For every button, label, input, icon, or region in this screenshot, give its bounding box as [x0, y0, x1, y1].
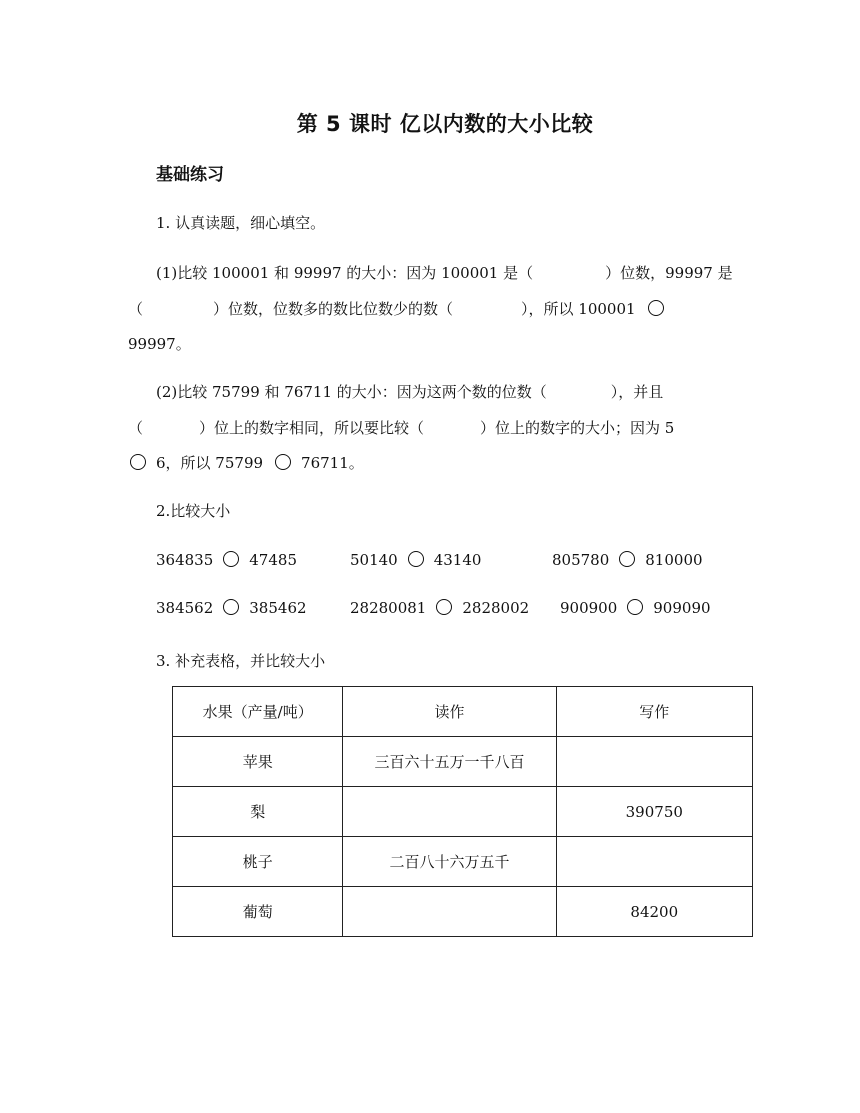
number-right: 385462 [249, 599, 307, 617]
fruit-table [172, 686, 753, 937]
table-cell-read[interactable]: 三百六十五万一千八百 [343, 737, 556, 787]
q1-p1-text-c: ）位数，位数多的数比位数少的数（ [213, 300, 454, 318]
compare-item [560, 599, 711, 617]
number-left: 28280081 [350, 599, 427, 617]
number-left: 364835 [156, 551, 214, 569]
compare-circle[interactable] [408, 551, 424, 567]
compare-item [156, 599, 307, 617]
q1-p1-line2 [128, 298, 670, 319]
number-left: 384562 [156, 599, 214, 617]
table-cell-write[interactable] [556, 737, 752, 787]
number-right: 909090 [653, 599, 711, 617]
q1-p2-text-a: (2)比较 75799 和 76711 的大小：因为这两个数的位数（ [156, 383, 547, 401]
table-cell-fruit: 苹果 [173, 737, 343, 787]
compare-item [350, 599, 529, 617]
q1-p2-text-f: 76711。 [301, 454, 364, 472]
compare-circle[interactable] [627, 599, 643, 615]
paren-open: （ [128, 419, 144, 437]
table-cell-fruit: 桃子 [173, 837, 343, 887]
q1-p2-line2 [128, 417, 674, 438]
table-cell-read[interactable] [343, 787, 556, 837]
q1-heading: 1. 认真读题，细心填空。 [156, 214, 326, 232]
table-header: 水果（产量/吨） [173, 687, 343, 737]
number-right: 810000 [645, 551, 703, 569]
table-header: 读作 [343, 687, 556, 737]
number-left: 50140 [350, 551, 398, 569]
number-right: 2828002 [462, 599, 530, 617]
compare-circle[interactable] [223, 599, 239, 615]
page-title: 第 5 课时 亿以内数的大小比较 [296, 112, 594, 136]
table-row [173, 887, 753, 937]
table-cell-fruit: 梨 [173, 787, 343, 837]
q1-p2-text-b: ），并且 [610, 383, 664, 401]
compare-item [156, 551, 297, 569]
q1-p1-text-d: ），所以 100001 [521, 300, 636, 318]
compare-circle[interactable] [619, 551, 635, 567]
number-right: 43140 [433, 551, 482, 569]
table-row [173, 737, 753, 787]
table-cell-read[interactable]: 二百八十六万五千 [343, 837, 556, 887]
compare-circle[interactable] [436, 599, 452, 615]
q1-p1-text-b: ）位数，99997 是 [605, 264, 733, 282]
compare-item [552, 551, 703, 569]
q1-p1-line3: 99997。 [128, 335, 191, 353]
number-right: 47485 [249, 551, 297, 569]
table-row [173, 837, 753, 887]
table-header-row [173, 687, 753, 737]
table-cell-write[interactable]: 84200 [556, 887, 752, 937]
q1-p2-text-e: 6，所以 75799 [156, 454, 264, 472]
q1-p2-text-d: ）位上的数字的大小；因为 5 [480, 419, 675, 437]
compare-circle[interactable] [275, 454, 291, 470]
q2-heading: 2.比较大小 [156, 502, 231, 520]
q1-p1-text-a: (1)比较 100001 和 99997 的大小：因为 100001 是（ [156, 264, 534, 282]
table-header: 写作 [556, 687, 752, 737]
q1-p2-line3 [128, 452, 364, 473]
table-cell-write[interactable] [556, 837, 752, 887]
q1-p2-text-c: ）位上的数字相同，所以要比较（ [199, 419, 425, 437]
section-heading: 基础练习 [156, 165, 224, 185]
number-left: 900900 [560, 599, 618, 617]
table-cell-write[interactable]: 390750 [556, 787, 752, 837]
compare-circle[interactable] [223, 551, 239, 567]
table-cell-read[interactable] [343, 887, 556, 937]
compare-circle[interactable] [648, 300, 664, 316]
compare-item [350, 551, 481, 569]
q1-p2-line1 [156, 381, 663, 402]
number-left: 805780 [552, 551, 610, 569]
table-cell-fruit: 葡萄 [173, 887, 343, 937]
paren-open: （ [128, 300, 144, 318]
table-row [173, 787, 753, 837]
q3-heading: 3. 补充表格，并比较大小 [156, 652, 326, 670]
compare-circle[interactable] [130, 454, 146, 470]
q1-p1-line1 [156, 262, 733, 283]
